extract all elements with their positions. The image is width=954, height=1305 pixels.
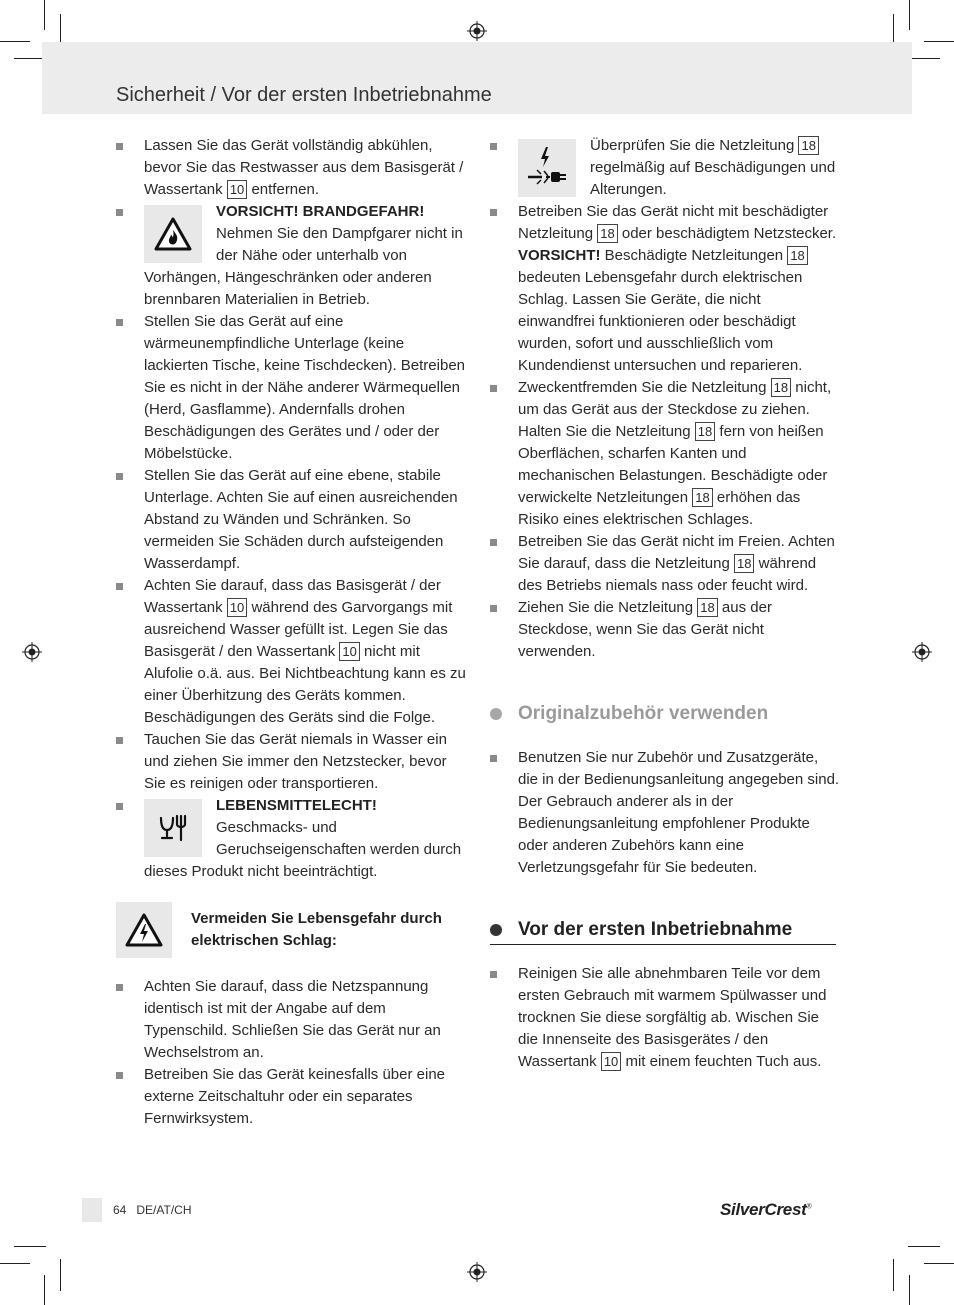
crop-mark	[924, 41, 954, 42]
food-safe-icon	[144, 799, 202, 857]
crop-mark	[893, 1259, 894, 1291]
item-text: mit einem feuchten Tuch aus.	[625, 1053, 822, 1070]
item-text: Beschädigte Netzleitungen	[604, 247, 784, 264]
bullet-icon	[490, 385, 497, 392]
bullet-icon	[490, 209, 497, 216]
part-reference: 18	[771, 378, 791, 397]
right-column	[490, 135, 840, 1073]
bullet-icon	[490, 971, 497, 978]
item-text: entfernen.	[251, 181, 320, 198]
page-title: Sicherheit / Vor der ersten Inbetriebnahme	[116, 84, 492, 106]
part-reference: 18	[692, 488, 712, 507]
list-item	[116, 795, 468, 883]
crop-mark	[60, 1259, 61, 1291]
crop-mark	[44, 0, 45, 30]
list-item	[490, 135, 840, 201]
item-text: Ziehen Sie die Netzleitung	[518, 599, 694, 616]
crop-mark	[44, 1275, 45, 1305]
fire-warning-icon	[144, 205, 202, 263]
item-text: Lassen Sie das Gerät vollständig abkühlen, bevor Sie das Restwasser aus dem Basisgerät / Wassertank	[144, 137, 464, 198]
section-heading-first-use	[490, 917, 836, 945]
crop-mark	[908, 58, 940, 59]
part-reference: 10	[601, 1052, 621, 1071]
crop-mark	[14, 1246, 46, 1247]
part-reference: 10	[227, 180, 247, 199]
item-text: erhöhen das Risiko eines elektrischen Schlages.	[518, 489, 801, 528]
item-text: nicht mit Alufolie o.ä. aus. Bei Nichtbeachtung kann es zu einer Überhitzung des Geräts kommen. Beschädigungen des Geräts sind die Folge.	[144, 643, 466, 726]
item-text: während des Betriebs niemals nass oder feucht wird.	[518, 555, 817, 594]
item-text: fern von heißen Oberflächen, scharfen Kanten und mechanischen Belastungen. Beschädigte oder verwickelte Netzleitungen	[518, 423, 828, 506]
bullet-icon	[490, 755, 497, 762]
footer-pagination	[113, 1203, 192, 1217]
item-text: Betreiben Sie das Gerät nicht im Freien. Achten Sie darauf, dass die Netzleitung	[518, 533, 835, 572]
list-item	[490, 597, 840, 663]
warning-heading: VORSICHT!	[518, 247, 601, 264]
part-reference: 18	[697, 598, 717, 617]
item-text: während des Garvorgangs mit ausreichend Wasser gefüllt ist. Legen Sie das Basisgerät / den Wassertank	[144, 599, 453, 660]
list-item	[490, 747, 840, 879]
item-text: bedeuten Lebensgefahr durch elektrischen Schlag. Lassen Sie Geräte, die nicht einwandfrei funktionieren oder beschädigt wurden, sofort und ausschließlich vom Kundendienst untersuchen und reparieren.	[518, 269, 803, 374]
item-text: oder beschädigtem Netzstecker.	[621, 225, 837, 242]
list-item	[490, 377, 840, 531]
list-item	[116, 976, 468, 1064]
crop-mark	[924, 1263, 954, 1264]
bullet-icon	[116, 143, 123, 150]
registration-mark-icon	[467, 1262, 487, 1282]
bullet-icon	[116, 803, 123, 810]
bullet-icon	[490, 143, 497, 150]
damaged-cable-icon	[518, 139, 576, 197]
part-reference: 18	[597, 224, 617, 243]
brand-name: SilverCrest	[720, 1200, 807, 1219]
list-item	[116, 465, 468, 575]
list-item	[490, 201, 840, 377]
section-heading-accessories	[490, 701, 840, 727]
crop-mark	[0, 41, 30, 42]
warning-heading: VORSICHT! BRANDGEFAHR!	[216, 203, 425, 220]
part-reference: 18	[695, 422, 715, 441]
item-text: Überprüfen Sie die Netzleitung	[590, 137, 795, 154]
part-reference: 10	[227, 598, 247, 617]
section-dot-icon	[490, 708, 502, 720]
list-item	[116, 729, 468, 795]
item-text: Achten Sie darauf, dass das Basisgerät / der Wassertank	[144, 577, 441, 616]
item-text: regelmäßig auf Beschädigungen und Alterungen.	[590, 159, 836, 198]
registration-mark-icon	[912, 642, 932, 662]
list-item	[490, 531, 840, 597]
registration-mark-icon	[22, 642, 42, 662]
electric-warning-icon	[116, 902, 172, 958]
item-text: Geschmacks- und Geruchseigenschaften werden durch dieses Produkt nicht beeinträchtigt.	[144, 819, 462, 880]
page-number: 64	[113, 1203, 127, 1217]
item-text: Tauchen Sie das Gerät niemals in Wasser ein und ziehen Sie immer den Netzstecker, bevor Sie es reinigen oder transportieren.	[144, 731, 447, 792]
locale-label: DE/AT/CH	[136, 1203, 192, 1217]
list-item	[116, 201, 468, 311]
part-reference: 10	[339, 642, 359, 661]
list-item	[116, 311, 468, 465]
crop-mark	[909, 0, 910, 30]
list-item	[116, 1064, 468, 1130]
item-text: Betreiben Sie das Gerät nicht mit beschädigter Netzleitung	[518, 203, 829, 242]
item-text: Reinigen Sie alle abnehmbaren Teile vor dem ersten Gebrauch mit warmem Spülwasser und trocknen Sie diese sorgfältig ab. Wischen Sie die Innenseite des Basisgerätes / den Wassertank	[518, 965, 827, 1070]
bullet-icon	[116, 209, 123, 216]
item-text: Stellen Sie das Gerät auf eine wärmeunempfindliche Unterlage (keine lackierten Tische, keine Tischdecken). Betreiben Sie es nicht in der Nähe anderer Wärmequellen (Herd, Gasflamme). Andernfalls drohen Beschädigungen des Gerätes und / oder der Möbelstücke.	[144, 313, 465, 462]
bullet-icon	[116, 984, 123, 991]
bullet-icon	[116, 1072, 123, 1079]
registration-mark-icon	[467, 21, 487, 41]
footer-tab	[82, 1198, 102, 1222]
section-dot-icon	[490, 924, 502, 936]
brand-logo	[720, 1200, 811, 1220]
bullet-icon	[490, 605, 497, 612]
item-text: aus der Steckdose, wenn Sie das Gerät nicht verwenden.	[518, 599, 772, 660]
bullet-icon	[116, 319, 123, 326]
part-reference: 18	[798, 136, 818, 155]
warning-heading: LEBENSMITTELECHT!	[216, 797, 377, 814]
bullet-icon	[116, 737, 123, 744]
crop-mark	[0, 1263, 30, 1264]
item-text: nicht, um das Gerät aus der Steckdose zu ziehen. Halten Sie die Netzleitung	[518, 379, 832, 440]
part-reference: 18	[787, 246, 807, 265]
part-reference: 18	[734, 554, 754, 573]
item-text: Nehmen Sie den Dampfgarer nicht in der Nähe oder unterhalb von Vorhängen, Hängeschränken oder anderen brennbaren Materialien in Betrieb.	[144, 225, 463, 308]
section-title: Originalzubehör verwenden	[518, 703, 769, 724]
bullet-icon	[116, 583, 123, 590]
list-item	[116, 135, 468, 201]
section-title: Vor der ersten Inbetriebnahme	[518, 919, 793, 940]
list-item	[490, 963, 840, 1073]
bullet-icon	[490, 539, 497, 546]
item-text: Stellen Sie das Gerät auf eine ebene, stabile Unterlage. Achten Sie auf einen ausreichenden Abstand zu Wänden und Schränken. So vermeiden Sie Schäden durch aufsteigenden Wasserdampf.	[144, 467, 458, 572]
item-text: Zweckentfremden Sie die Netzleitung	[518, 379, 767, 396]
warning-title: Vermeiden Sie Lebensgefahr durch elektrischen Schlag:	[191, 910, 442, 949]
registered-mark: ®	[806, 1203, 812, 1211]
list-item	[116, 575, 468, 729]
electric-warning-block	[116, 902, 468, 962]
left-column	[116, 135, 468, 1130]
bullet-icon	[116, 473, 123, 480]
crop-mark	[909, 1275, 910, 1305]
item-text: Benutzen Sie nur Zubehör und Zusatzgeräte, die in der Bedienungsanleitung angegeben sind. Der Gebrauch anderer als in der Bedienungsanleitung empfohlener Produkte oder anderen Zubehörs kann eine Verletzungsgefahr für Sie bedeuten.	[518, 749, 840, 876]
crop-mark	[908, 1246, 940, 1247]
item-text: Achten Sie darauf, dass die Netzspannung identisch ist mit der Angabe auf dem Typenschild. Schließen Sie das Gerät nur an Wechselstrom an.	[144, 978, 441, 1061]
item-text: Betreiben Sie das Gerät keinesfalls über eine externe Zeitschaltuhr oder ein separates Fernwirksystem.	[144, 1066, 446, 1127]
